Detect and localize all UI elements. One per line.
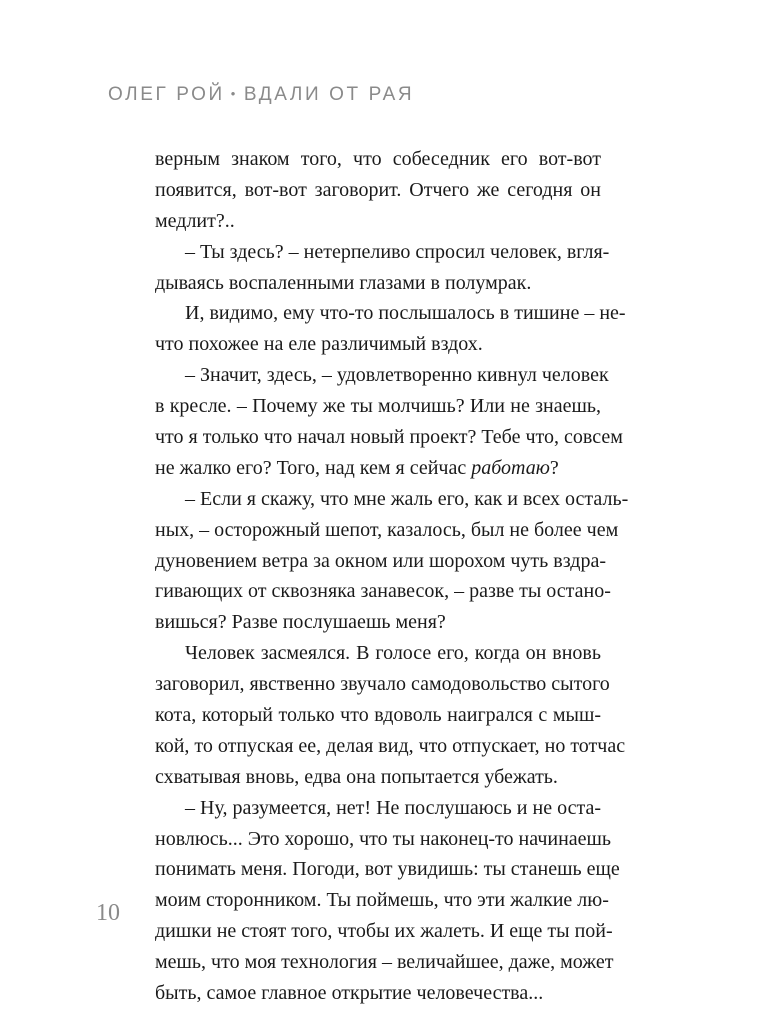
text-line <box>155 793 601 824</box>
line-text: ных, – осторожный шепот, казалось, был не более чем <box>155 518 619 541</box>
text-line <box>155 237 610 268</box>
line-text: дишки не стоят того, чтобы их жалеть. И еще ты пой- <box>155 920 613 943</box>
line-text: – Если я скажу, что мне жаль его, как и всех осталь- <box>185 487 629 510</box>
line-text: – Ну, разумеется, нет! Не послушаюсь и не оста- <box>185 796 601 819</box>
text-line <box>155 268 601 299</box>
text-line <box>155 824 612 855</box>
body-text <box>155 144 629 1009</box>
line-text: моим сторонником. Ты поймешь, что эти жалкие лю- <box>155 889 609 912</box>
text-line <box>155 329 601 360</box>
line-text: не жалко его? Того, над кем я сейчас <box>155 456 472 479</box>
line-text: – Значит, здесь, – удовлетворенно кивнул человек <box>185 364 609 387</box>
text-line <box>155 298 626 329</box>
line-text: – Ты здесь? – нетерпеливо спросил человек, вгля- <box>185 240 610 263</box>
text-line <box>155 576 611 607</box>
line-text: верным знаком того, что собеседник его вот-вот <box>155 148 601 170</box>
text-line <box>155 978 601 1009</box>
line-text: схватывая вновь, едва она попытается убежать. <box>155 765 558 788</box>
line-text: заговорил, явственно звучало самодовольство сытого <box>155 673 610 696</box>
line-text: кота, который только что вдоволь наигрался с мыш- <box>155 704 601 727</box>
line-text: что я только что начал новый проект? Тебе что, совсем <box>155 426 623 449</box>
line-text: И, видимо, ему что-то послышалось в тишине – не- <box>185 302 626 325</box>
line-text: быть, самое главное открытие человечества... <box>155 982 544 1005</box>
text-line <box>155 144 601 175</box>
line-text: медлит?.. <box>155 209 235 232</box>
page-number: 10 <box>96 900 120 926</box>
line-text: Человек засмеялся. В голосе его, когда он вновь <box>185 642 601 665</box>
text-line <box>155 391 601 422</box>
text-line <box>155 916 613 947</box>
running-head <box>108 84 414 106</box>
text-line <box>155 515 619 546</box>
text-line <box>155 947 614 978</box>
line-text: понимать меня. Погоди, вот увидишь: ты станешь еще <box>155 858 620 881</box>
text-line <box>155 700 601 731</box>
text-line <box>155 484 629 515</box>
line-text: кой, то отпуская ее, делая вид, что отпускает, но тотчас <box>155 734 626 757</box>
author-name: ОЛЕГ РОЙ <box>108 84 225 105</box>
text-line <box>155 360 609 391</box>
text-line <box>155 453 601 484</box>
line-text: появится, вот-вот заговорит. Отчего же сегодня он <box>155 178 601 201</box>
text-line <box>155 762 601 793</box>
text-line <box>155 854 620 885</box>
line-text: дуновением ветра за окном или шорохом чуть вздра- <box>155 549 606 572</box>
text-line <box>155 607 601 638</box>
text-line <box>155 638 601 669</box>
line-text: гивающих от сквозняка занавесок, – разве ты остано- <box>155 580 611 603</box>
line-text: вишься? Разве послушаешь меня? <box>155 611 446 634</box>
line-text: в кресле. – Почему же ты молчишь? Или не знаешь, <box>155 395 601 418</box>
line-text: мешь, что моя технология – величайшее, даже, может <box>155 951 614 974</box>
line-text: что похожее на еле различимый вздох. <box>155 333 483 356</box>
text-line <box>155 175 601 206</box>
text-line <box>155 885 609 916</box>
header-separator: • <box>230 86 238 101</box>
text-line <box>155 546 606 577</box>
book-title: ВДАЛИ ОТ РАЯ <box>243 84 415 105</box>
text-line <box>155 669 610 700</box>
italic-word: работаю <box>471 456 550 479</box>
text-line <box>155 422 623 453</box>
line-text: дываясь воспаленными глазами в полумрак. <box>155 271 532 294</box>
text-line <box>155 206 601 237</box>
line-text: новлюсь... Это хорошо, что ты наконец-то начинаешь <box>155 827 612 850</box>
text-line <box>155 731 626 762</box>
line-tail: ? <box>549 456 559 479</box>
